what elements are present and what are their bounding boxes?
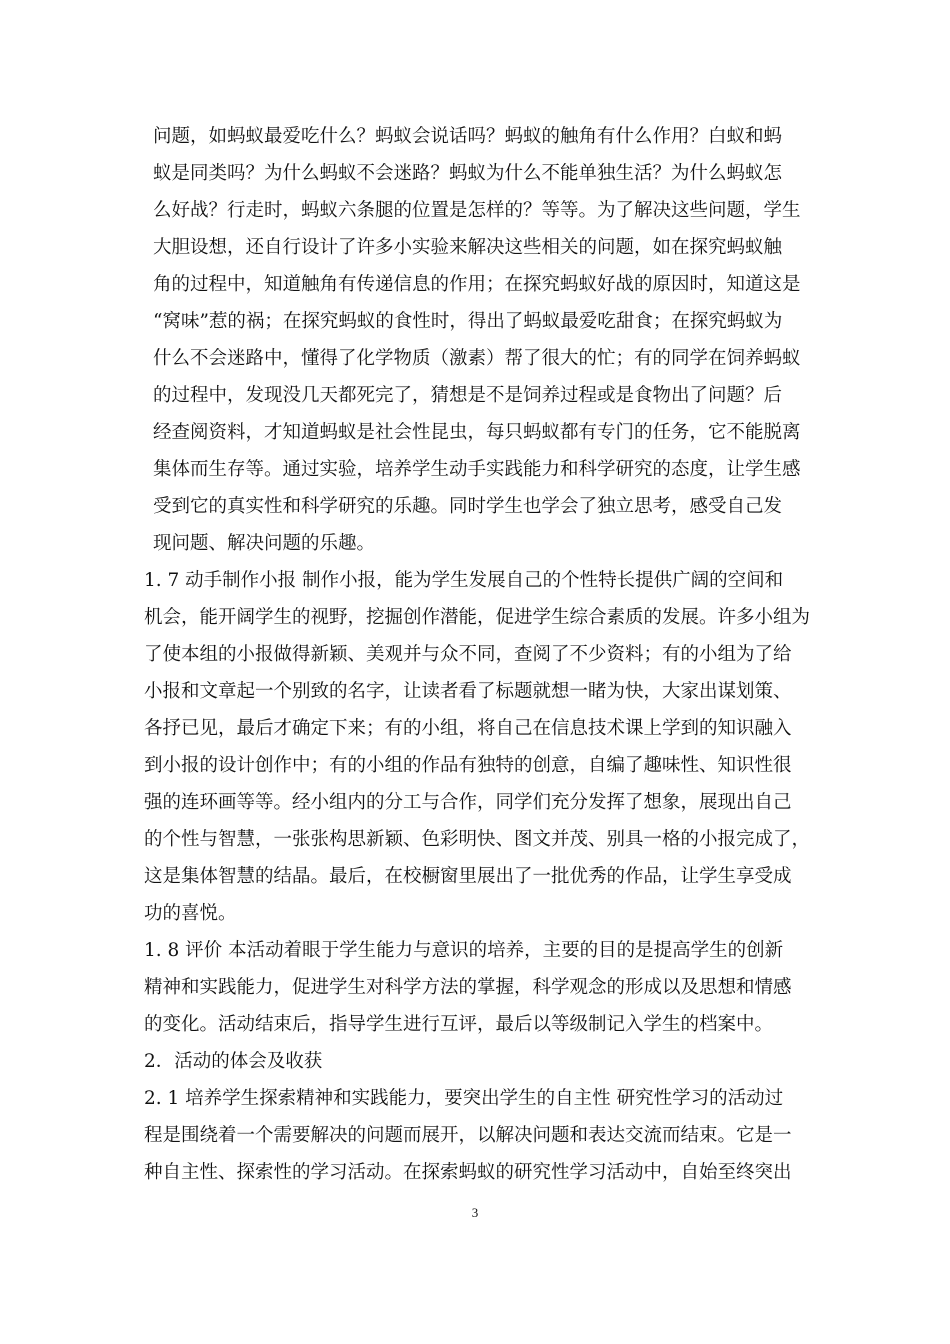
section-heading-line: 2. 1 培养学生探索精神和实践能力，要突出学生的自主性 研究性学习的活动过 xyxy=(144,1088,784,1109)
section-heading: 2．活动的体会及收获 xyxy=(144,1051,323,1072)
paragraph-line: 的变化。活动结束后，指导学生进行互评，最后以等级制记入学生的档案中。 xyxy=(144,1014,774,1035)
paragraph-line: 的个性与智慧，一张张构思新颖、色彩明快、图文并茂、别具一格的小报完成了， xyxy=(144,829,811,850)
paragraph-line: 到小报的设计创作中；有的小组的作品有独特的创意，自编了趣味性、知识性很 xyxy=(144,755,792,776)
paragraph-line: 什么不会迷路中，懂得了化学物质（激素）帮了很大的忙；有的同学在饲养蚂蚁 xyxy=(153,348,801,369)
paragraph-line: 程是围绕着一个需要解决的问题而展开，以解决问题和表达交流而结束。它是一 xyxy=(144,1125,792,1146)
paragraph-line: 经查阅资料，才知道蚂蚁是社会性昆虫，每只蚂蚁都有专门的任务，它不能脱离 xyxy=(153,422,801,443)
paragraph-line: 功的喜悦。 xyxy=(144,903,237,924)
paragraph-line: 各抒已见，最后才确定下来；有的小组，将自己在信息技术课上学到的知识融入 xyxy=(144,718,792,739)
paragraph-line: 现问题、解决问题的乐趣。 xyxy=(153,533,376,554)
paragraph-line: 精神和实践能力，促进学生对科学方法的掌握，科学观念的形成以及思想和情感 xyxy=(144,977,792,998)
paragraph-line: 了使本组的小报做得新颖、美观并与众不同，查阅了不少资料；有的小组为了给 xyxy=(144,644,792,665)
paragraph-line: 问题，如蚂蚁最爱吃什么？蚂蚁会说话吗？蚂蚁的触角有什么作用？白蚁和蚂 xyxy=(153,126,783,147)
paragraph-line: 机会，能开阔学生的视野，挖掘创作潜能，促进学生综合素质的发展。许多小组为 xyxy=(144,607,811,628)
paragraph-line: 角的过程中，知道触角有传递信息的作用；在探究蚂蚁好战的原因时，知道这是 xyxy=(153,274,801,295)
section-heading-line: 1. 8 评价 本活动着眼于学生能力与意识的培养，主要的目的是提高学生的创新 xyxy=(144,940,784,961)
paragraph-line: 蚁是同类吗？为什么蚂蚁不会迷路？蚂蚁为什么不能单独生活？为什么蚂蚁怎 xyxy=(153,163,783,184)
paragraph-line: 大胆设想，还自行设计了许多小实验来解决这些相关的问题，如在探究蚂蚁触 xyxy=(153,237,783,258)
paragraph-line: 小报和文章起一个别致的名字，让读者看了标题就想一睹为快，大家出谋划策、 xyxy=(144,681,792,702)
paragraph-line: 受到它的真实性和科学研究的乐趣。同时学生也学会了独立思考，感受自己发 xyxy=(153,496,783,517)
paragraph-line: 么好战？行走时，蚂蚁六条腿的位置是怎样的？等等。为了解决这些问题，学生 xyxy=(153,200,801,221)
paragraph-line: 集体而生存等。通过实验，培养学生动手实践能力和科学研究的态度，让学生感 xyxy=(153,459,801,480)
paragraph-line: 的过程中，发现没几天都死完了，猜想是不是饲养过程或是食物出了问题？后 xyxy=(153,385,783,406)
paragraph-line: “窝味”惹的祸；在探究蚂蚁的食性时，得出了蚂蚁最爱吃甜食；在探究蚂蚁为 xyxy=(153,311,783,332)
paragraph-line: 强的连环画等等。经小组内的分工与合作，同学们充分发挥了想象，展现出自己 xyxy=(144,792,792,813)
paragraph-line: 这是集体智慧的结晶。最后，在校橱窗里展出了一批优秀的作品，让学生享受成 xyxy=(144,866,792,887)
paragraph-line: 种自主性、探索性的学习活动。在探索蚂蚁的研究性学习活动中，自始至终突出 xyxy=(144,1162,792,1183)
page-number: 3 xyxy=(471,1205,479,1220)
section-heading-line: 1. 7 动手制作小报 制作小报，能为学生发展自己的个性特长提供广阔的空间和 xyxy=(144,570,784,591)
